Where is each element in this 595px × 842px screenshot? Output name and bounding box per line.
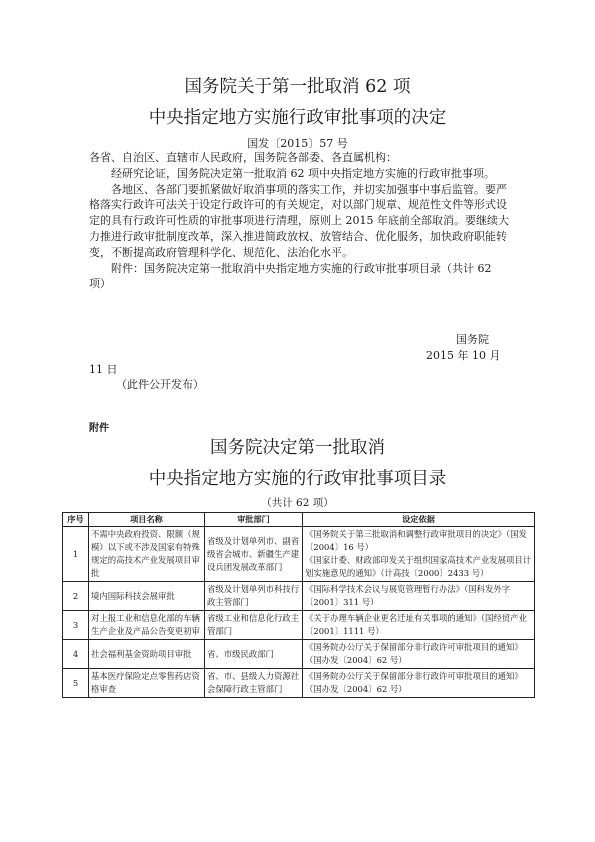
paragraph-1: 经研究论证，国务院决定第一批取消 62 项中央指定地方实施的行政审批事项。 (111, 166, 495, 180)
basis-entry: 《关于办理车辆企业更名迁址有关事项的通知》（国经贸产业〔2001〕1111 号） (305, 613, 527, 636)
public-release-note: （此件公开发布） (116, 378, 204, 391)
table-header-row (63, 513, 535, 527)
table-row (63, 527, 535, 582)
signature: 国务院 (456, 333, 489, 346)
table-row (63, 611, 535, 640)
item-name: 对上报工业和信息化部的车辆生产企业及产品公告变更初审 (89, 611, 205, 640)
date-line-2: 11 日 (89, 363, 118, 376)
table-row (63, 582, 535, 611)
addressees: 各省、自治区、直辖市人民政府，国务院各部委、各直属机构： (89, 151, 397, 164)
approval-items-table (62, 512, 535, 698)
legal-basis (303, 669, 535, 698)
approval-department: 省级工业和信息化行政主管部门 (205, 611, 303, 640)
attachment-total: （共计 62 项） (261, 497, 334, 509)
notice-title-line-2: 中央指定地方实施行政审批事项的决定 (148, 108, 447, 128)
notice-title-line-1: 国务院关于第一批取消 62 项 (184, 77, 411, 97)
basis-entry: 《国家计委、财政部印发关于组织国家高技术产业发展项目计划实施意见的通知》（计高技〔2000〕2433 号） (305, 555, 532, 578)
basis-entry: 《国务院办公厅关于保留部分非行政许可审批项目的通知》（国办发〔2004〕62 号） (305, 671, 523, 694)
row-number: 1 (63, 527, 89, 582)
attachment-title-line-2: 中央指定地方实施的行政审批事项目录 (148, 469, 447, 489)
row-number: 2 (63, 582, 89, 611)
paragraph-2: 各地区、各部门要抓紧做好取消事项的落实工作，并切实加强事中事后监管。要严格落实行政许可法关于设定行政许可的有关规定，对以部门规章、规范性文件等形式设定的具有行政许可性质的审批事项进行清理，原则上 2015 年底前全部取消。要继续大力推进行政审批制度改革，深入推进简政放权、放管结合、优化服务，加快政府职能转变，不断提高政府管理科学化、规范化、法治化水平。 (89, 182, 509, 259)
item-name: 社会福利基金资助项目审批 (89, 640, 205, 669)
basis-entry: 《国务院关于第三批取消和调整行政审批项目的决定》（国发〔2004〕16 号） (305, 529, 527, 552)
basis-entry: 《国际科学技术会议与展览管理暂行办法》（国科发外字〔2001〕311 号） (305, 584, 511, 607)
approval-department: 省级及计划单列市、副省级省会城市、新疆生产建设兵团发展改革部门 (205, 527, 303, 582)
legal-basis (303, 611, 535, 640)
approval-department: 省、市级民政部门 (205, 640, 303, 669)
approval-department: 省级及计划单列市科技行政主管部门 (205, 582, 303, 611)
legal-basis (303, 582, 535, 611)
column-header-name: 项目名称 (89, 513, 205, 527)
table-row (63, 669, 535, 698)
table-row (63, 640, 535, 669)
row-number: 4 (63, 640, 89, 669)
attachment-label: 附件 (89, 423, 109, 434)
notice-body (89, 150, 509, 292)
document-number: 国发〔2015〕57 号 (247, 137, 348, 150)
item-name: 境内国际科技会展审批 (89, 582, 205, 611)
paragraph-attachment-note: 附件：国务院决定第一批取消中央指定地方实施的行政审批事项目录（共计 62 项） (89, 261, 492, 291)
column-header-no: 序号 (63, 513, 89, 527)
item-name: 基本医疗保险定点零售药店资格审查 (89, 669, 205, 698)
basis-entry: 《国务院办公厅关于保留部分非行政许可审批项目的通知》（国办发〔2004〕62 号） (305, 642, 523, 665)
row-number: 3 (63, 611, 89, 640)
legal-basis (303, 527, 535, 582)
legal-basis (303, 640, 535, 669)
row-number: 5 (63, 669, 89, 698)
attachment-title-line-1: 国务院决定第一批取消 (210, 438, 385, 458)
approval-department: 省、市、县级人力资源社会保障行政主管部门 (205, 669, 303, 698)
column-header-dept: 审批部门 (205, 513, 303, 527)
item-name: 不需中央政府投资、限额（规模）以下或不涉及国家有特殊规定的高技术产业发展项目审批 (89, 527, 205, 582)
column-header-basis: 设定依据 (303, 513, 535, 527)
date-line-1: 2015 年 10 月 (426, 349, 501, 362)
